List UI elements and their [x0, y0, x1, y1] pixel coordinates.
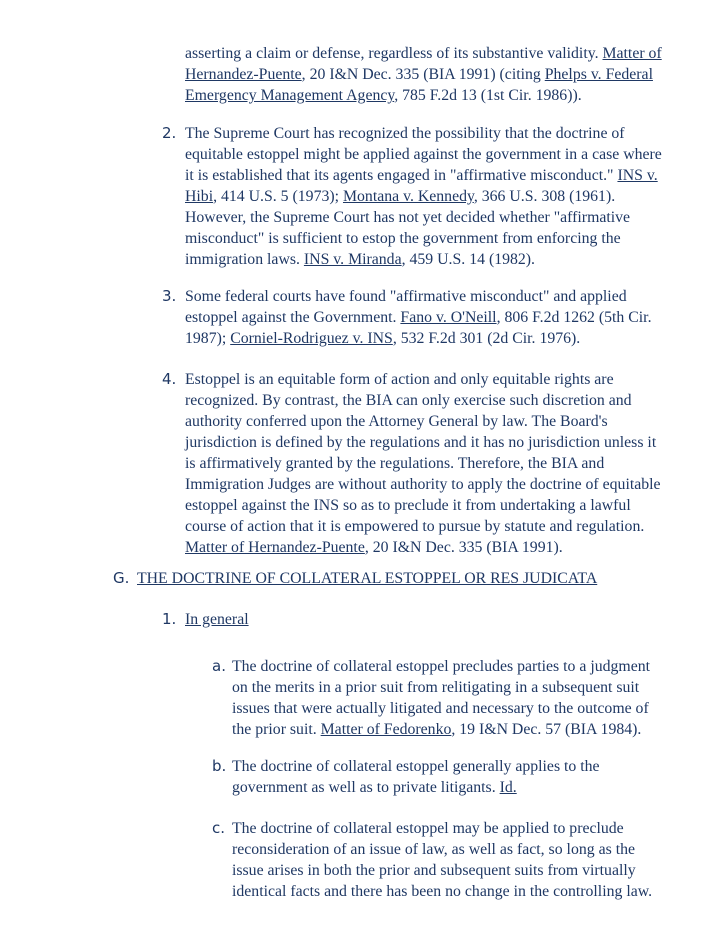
paragraph-line: it is established that its agents engaged in "affirmative misconduct." INS v.: [185, 167, 658, 184]
paragraph-line: issue arises in both the prior and subsequent suits from virtually: [232, 862, 636, 879]
paragraph-line: The doctrine of collateral estoppel may be applied to preclude: [232, 820, 624, 837]
paragraph-line: Hernandez-Puente, 20 I&N Dec. 335 (BIA 1991) (citing Phelps v. Federal: [185, 66, 653, 83]
paragraph-line: the prior suit. Matter of Fedorenko, 19 I&N Dec. 57 (BIA 1984).: [232, 721, 642, 738]
paragraph-line: reconsideration of an issue of law, as well as fact, so long as the: [232, 841, 635, 858]
paragraph-line: Some federal courts have found "affirmative misconduct" and applied: [185, 288, 627, 305]
sublist-letter: a.: [212, 657, 226, 675]
paragraph-line: misconduct" is sufficient to estop the government from enforcing the: [185, 230, 621, 247]
case-citation: Phelps v. Federal: [544, 66, 653, 83]
list-number: 3.: [162, 287, 177, 305]
subsection-number: 1.: [162, 610, 177, 628]
paragraph-line: immigration laws. INS v. Miranda, 459 U.S. 14 (1982).: [185, 251, 536, 268]
section-heading: [137, 568, 597, 589]
paragraph-line: on the merits in a prior suit from relitigating in a subsequent suit: [232, 679, 640, 696]
paragraph-line: estoppel against the INS so as to preclude it from undertaking a lawful: [185, 497, 631, 514]
paragraph-line: Emergency Management Agency, 785 F.2d 13 (1st Cir. 1986)).: [185, 87, 582, 104]
paragraph-line: Hibi, 414 U.S. 5 (1973); Montana v. Kennedy, 366 U.S. 308 (1961).: [185, 188, 616, 205]
case-citation: Emergency Management Agency: [185, 87, 395, 104]
case-citation: INS v.: [617, 167, 658, 184]
subsection-heading: [185, 609, 249, 630]
paragraph-line: course of action that it is empowered to pursue by statute and regulation.: [185, 518, 645, 535]
case-citation: Matter of Fedorenko: [320, 721, 452, 738]
paragraph-line: Matter of Hernandez-Puente, 20 I&N Dec. 335 (BIA 1991).: [185, 539, 563, 556]
paragraph-line: estoppel against the Government. Fano v. O'Neill, 806 F.2d 1262 (5th Cir.: [185, 309, 652, 326]
paragraph-line: Estoppel is an equitable form of action and only equitable rights are: [185, 371, 614, 388]
paragraph-line: equitable estoppel might be applied against the government in a case where: [185, 146, 662, 163]
paragraph-line: jurisdiction is defined by the regulations and it has no jurisdiction unless it: [185, 434, 657, 451]
paragraph-line: recognized. By contrast, the BIA can only exercise such discretion and: [185, 392, 632, 409]
paragraph-line: authority conferred upon the Attorney General by law. The Board's: [185, 413, 608, 430]
paragraph-line: The doctrine of collateral estoppel precludes parties to a judgment: [232, 658, 651, 675]
sublist-letter: c.: [212, 819, 226, 837]
paragraph-line: However, the Supreme Court has not yet decided whether "affirmative: [185, 209, 631, 226]
case-citation: Matter of Hernandez-Puente: [185, 539, 365, 556]
paragraph-line: The doctrine of collateral estoppel generally applies to the: [232, 758, 600, 775]
case-citation: Id.: [499, 779, 517, 796]
list-number: 2.: [162, 124, 177, 142]
case-citation: Montana v. Kennedy: [342, 188, 474, 205]
case-citation: Hernandez-Puente: [185, 66, 302, 83]
case-citation: In general: [185, 611, 249, 628]
list-number: 4.: [162, 370, 177, 388]
paragraph-line: is affirmatively granted by the regulations. Therefore, the BIA and: [185, 455, 605, 472]
paragraph-line: identical facts and there has been no change in the controlling law.: [232, 883, 653, 900]
sublist-letter: b.: [212, 757, 227, 775]
paragraph-line: 1987); Corniel-Rodriguez v. INS, 532 F.2d 301 (2d Cir. 1976).: [185, 330, 581, 347]
paragraph-line: Immigration Judges are without authority to apply the doctrine of equitable: [185, 476, 661, 493]
paragraph-line: issues that were actually litigated and necessary to the outcome of: [232, 700, 649, 717]
paragraph-line: asserting a claim or defense, regardless of its substantive validity. Matter of: [185, 45, 662, 62]
paragraph-line: government as well as to private litigants. Id.: [232, 779, 517, 796]
paragraph-line: The Supreme Court has recognized the possibility that the doctrine of: [185, 125, 625, 142]
case-citation: Matter of: [602, 45, 662, 62]
case-citation: THE DOCTRINE OF COLLATERAL ESTOPPEL OR RES JUDICATA: [137, 570, 598, 587]
case-citation: Hibi: [185, 188, 214, 205]
section-letter: G.: [113, 569, 130, 587]
case-citation: Fano v. O'Neill: [400, 309, 497, 326]
case-citation: Corniel-Rodriguez v. INS: [230, 330, 393, 347]
case-citation: INS v. Miranda: [303, 251, 402, 268]
